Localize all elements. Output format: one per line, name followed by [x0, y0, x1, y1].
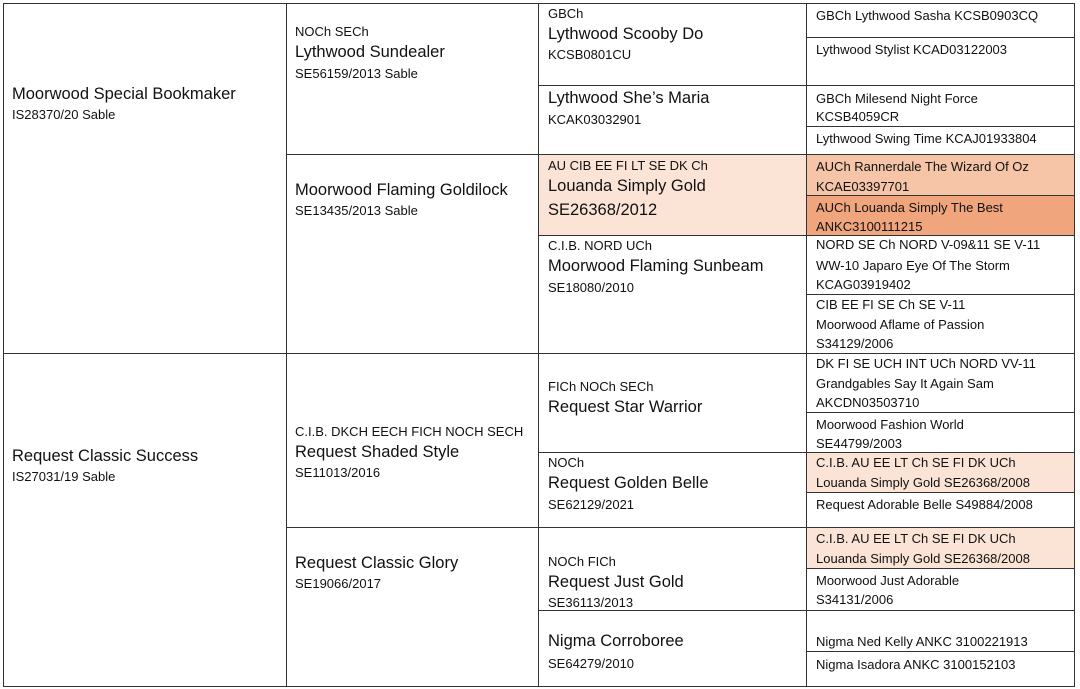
gen2-reg: SE56159/2013 Sable — [295, 66, 418, 81]
gen2-name: Lythwood Sundealer — [295, 43, 445, 61]
row-divider — [806, 126, 1075, 127]
gen4-line: Moorwood Just Adorable — [816, 573, 960, 588]
row-divider — [538, 452, 1075, 453]
row-divider — [538, 235, 1075, 236]
gen4-line: Moorwood Fashion World — [816, 417, 964, 432]
row-divider — [286, 154, 1075, 155]
gen3-reg: SE18080/2010 — [548, 280, 635, 295]
gen4-line: Request Adorable Belle S49884/2008 — [816, 497, 1033, 512]
gen3-title: FICh NOCh SECh — [548, 379, 654, 394]
row-divider — [3, 353, 1075, 354]
gen4-line: Louanda Simply Gold SE26368/2008 — [816, 475, 1030, 490]
gen4-line: Lythwood Stylist KCAD03122003 — [816, 42, 1008, 57]
gen4-line: KCAE03397701 — [816, 179, 910, 194]
gen2-reg: SE13435/2013 Sable — [295, 203, 418, 218]
gen2-name: Request Shaded Style — [295, 443, 460, 461]
border-top — [3, 3, 1075, 4]
gen4-line: C.I.B. AU EE LT Ch SE FI DK UCh — [816, 531, 1016, 546]
gen3-reg: KCSB0801CU — [548, 47, 632, 62]
row-divider — [806, 492, 1075, 493]
gen4-line: AUCh Rannerdale The Wizard Of Oz — [816, 159, 1029, 174]
row-divider — [806, 37, 1075, 38]
gen3-title: NOCh FICh — [548, 554, 616, 569]
gen4-line: KCAG03919402 — [816, 277, 911, 292]
border-left — [3, 3, 4, 687]
gen3-name: Nigma Corroboree — [548, 632, 684, 650]
row-divider — [806, 195, 1075, 196]
gen4-line: GBCh Lythwood Sasha KCSB0903CQ — [816, 8, 1039, 23]
gen3-reg: KCAK03032901 — [548, 112, 642, 127]
col-divider — [806, 3, 807, 687]
gen3-name: Request Just Gold — [548, 573, 684, 591]
gen4-line: C.I.B. AU EE LT Ch SE FI DK UCh — [816, 455, 1016, 470]
row-divider — [538, 85, 1075, 86]
gen2-name: Moorwood Flaming Goldilock — [295, 181, 508, 199]
gen2-reg: SE19066/2017 — [295, 576, 382, 591]
gen3-name: Request Golden Belle — [548, 474, 709, 492]
gen4-line: S34129/2006 — [816, 336, 894, 351]
gen1-reg: IS27031/19 Sable — [12, 469, 116, 484]
gen4-line: CIB EE FI SE Ch SE V-11 — [816, 297, 966, 312]
gen2-title: NOCh SECh — [295, 24, 369, 39]
gen3-name: Louanda Simply Gold — [548, 177, 706, 195]
gen4-line: Lythwood Swing Time KCAJ01933804 — [816, 131, 1037, 146]
gen2-name: Request Classic Glory — [295, 554, 459, 572]
gen4-line: ANKC3100111215 — [816, 219, 923, 234]
border-right — [1074, 3, 1075, 687]
row-divider — [806, 294, 1075, 295]
gen4-line: Grandgables Say It Again Sam — [816, 376, 994, 391]
row-divider — [286, 527, 1075, 528]
gen4-line: SE44799/2003 — [816, 436, 903, 451]
gen4-line: GBCh Milesend Night Force — [816, 91, 978, 106]
row-divider — [538, 610, 1075, 611]
gen3-name: Moorwood Flaming Sunbeam — [548, 257, 764, 275]
row-divider — [806, 568, 1075, 569]
gen3-reg: SE26368/2012 — [548, 201, 658, 219]
row-divider — [806, 412, 1075, 413]
gen4-line: Nigma Ned Kelly ANKC 3100221913 — [816, 634, 1028, 649]
gen2-title: C.I.B. DKCH EECH FICH NOCH SECH — [295, 424, 524, 439]
gen3-title: NOCh — [548, 455, 585, 470]
gen3-reg: SE36113/2013 — [548, 595, 634, 610]
gen3-reg: SE62129/2021 — [548, 497, 635, 512]
gen3-reg: SE64279/2010 — [548, 656, 635, 671]
gen4-line: S34131/2006 — [816, 592, 894, 607]
gen4-line: DK FI SE UCH INT UCh NORD VV-11 — [816, 356, 1036, 371]
gen1-name: Request Classic Success — [12, 447, 199, 465]
col-divider — [286, 3, 287, 687]
gen3-title: C.I.B. NORD UCh — [548, 238, 653, 253]
gen3-title: GBCh — [548, 6, 584, 21]
gen4-line: AKCDN03503710 — [816, 395, 920, 410]
gen4-line: WW-10 Japaro Eye Of The Storm — [816, 258, 1010, 273]
gen4-line: Nigma Isadora ANKC 3100152103 — [816, 657, 1016, 672]
gen2-reg: SE11013/2016 — [295, 465, 381, 480]
col-divider — [538, 3, 539, 687]
gen1-reg: IS28370/20 Sable — [12, 107, 116, 122]
gen3-name: Lythwood Scooby Do — [548, 25, 704, 43]
gen4-line: AUCh Louanda Simply The Best — [816, 200, 1003, 215]
gen4-line: Louanda Simply Gold SE26368/2008 — [816, 551, 1030, 566]
gen4-line: KCSB4059CR — [816, 109, 900, 124]
gen4-line: Moorwood Aflame of Passion — [816, 317, 985, 332]
gen3-title: AU CIB EE FI LT SE DK Ch — [548, 158, 708, 173]
row-divider — [806, 651, 1075, 652]
gen1-name: Moorwood Special Bookmaker — [12, 85, 236, 103]
gen3-name: Request Star Warrior — [548, 398, 703, 416]
gen4-line: NORD SE Ch NORD V-09&11 SE V-11 — [816, 237, 1041, 252]
gen3-name: Lythwood She’s Maria — [548, 89, 710, 107]
border-bottom — [3, 686, 1075, 687]
